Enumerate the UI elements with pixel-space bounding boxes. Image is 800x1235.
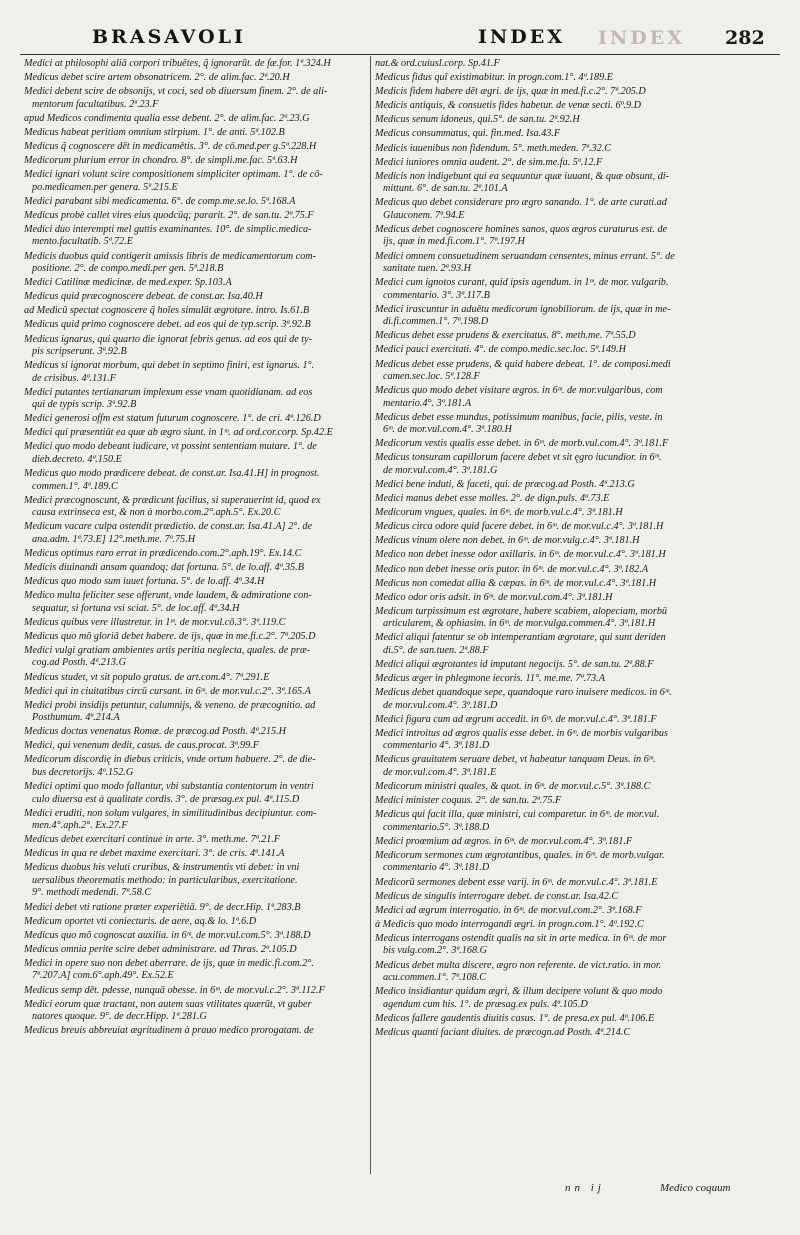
index-entry — [375, 412, 777, 439]
index-entry — [24, 862, 366, 901]
entry-line: Medicus tonsuram capillorum facere debet vt sit ęgro iucundior. in 6ᵐ. — [375, 452, 662, 464]
index-entry — [24, 617, 366, 631]
index-entry — [24, 495, 366, 522]
entry-line: Medici debent scire de obsonijs, vt coci, sed ob diuersum finem. 2°. de ali- — [24, 86, 328, 98]
entry-continuation: commentario. 3°. 3ª.117.B — [383, 289, 490, 301]
index-entry — [375, 304, 777, 331]
index-entry — [375, 1027, 777, 1041]
entry-line: Medicus debet scire artem obsonatricem. 2°. de alim.fac. 2ª.20.H — [24, 72, 290, 84]
index-entry — [24, 944, 366, 958]
catchword: Medico coquum — [660, 1182, 731, 1194]
entry-continuation: sequatur, si fortuna vsi sciat. 5°. de loc.aff. 4ª.34.H — [32, 602, 240, 614]
index-entry — [375, 521, 777, 535]
index-entry — [375, 986, 777, 1013]
entry-line: Medicus quo modo sum iuuet fortuna. 5°. de lo.aff. 4ª.34.H — [24, 576, 265, 588]
entry-line: Medici figura cum ad ægrum accedit. in 6ᵐ. de mor.vul.c.4°. 3ª.181.F — [375, 713, 657, 725]
entry-continuation: de crisibus. 4ª.131.F — [32, 372, 117, 384]
index-entry — [375, 850, 777, 877]
index-entry — [24, 848, 366, 862]
index-entry — [375, 549, 777, 563]
page-number: 282 — [725, 27, 765, 49]
index-entry — [375, 157, 777, 171]
header-rule — [20, 54, 780, 55]
entry-continuation: di.5°. de san.tuen. 2ª.88.F — [383, 644, 489, 656]
index-entry — [24, 169, 366, 196]
entry-line: Medicorum sermones cum ægrotantibus, quales. in 6ᵐ. de morb.vulgar. — [375, 849, 665, 861]
entry-line: Medicus si ignorat morbum, qui debet in septimo finiri, est ignarus. 1°. — [24, 360, 315, 372]
entry-line: Medici debet vti ratione præter experiētiā. 9°. de decr.Hip. 1ª.283.B — [24, 901, 301, 913]
index-entry — [375, 592, 777, 606]
entry-line: Medici vulgi gratiam ambientes artis peritia neglecta, quales. de præ- — [24, 644, 311, 656]
index-entry — [24, 58, 366, 72]
entry-line: Medicus omnia perite scire debet administrare. ad Thras. 2ª.105.D — [24, 943, 297, 955]
index-entry — [24, 985, 366, 999]
entry-line: Medicum turpissimum est ægrotare, habere scabiem, alopeciam, morbū — [375, 605, 668, 617]
entry-line: Medici in opere suo non debet aberrare. de ijs, quæ in medic.fi.com.2°. — [24, 957, 314, 969]
entry-continuation: bus decretorijs. 4ª.152.G — [32, 766, 134, 778]
index-entry — [375, 479, 777, 493]
entry-line: Medico insidiantur quidam ægri, & illum decipere volunt & quo modo — [375, 986, 663, 998]
index-entry — [375, 452, 777, 479]
entry-continuation: ana.adm. 1ª.73.E] 12°.meth.me. 7ª.75.H — [32, 533, 196, 545]
entry-line: Medicus circa odore quid facere debet. in 6ᵐ. de mor.vul.c.4°. 3ª.181.H — [375, 521, 664, 533]
entry-line: Medicos fallere gaudentis diuitis casus. 1°. de presa.ex pul. 4ª.106.E — [375, 1012, 655, 1024]
entry-line: Medicus debet multa discere, ægro non referente. de vict.ratio. in mor. — [375, 959, 662, 971]
entry-continuation: de mor.vul.com.4°. 3ª.181.E — [383, 766, 497, 778]
index-entry — [24, 305, 366, 319]
entry-line: Medici eruditi, non solum vulgares, in similitudinibus decipiuntur. com- — [24, 807, 317, 819]
index-entry — [24, 808, 366, 835]
index-column-left — [24, 58, 366, 1039]
entry-line: Medicus debet exercitari continue in arte. 3°. meth.me. 7ª.21.F — [24, 834, 281, 846]
entry-continuation: di.fi.commen.1°. 7ª.198.D — [383, 316, 489, 328]
index-entry — [375, 385, 777, 412]
index-entry — [24, 196, 366, 210]
entry-continuation: bis vulg.com.2°. 3ª.168.G — [383, 945, 487, 957]
index-entry — [375, 578, 777, 592]
index-entry — [24, 441, 366, 468]
index-entry — [375, 58, 777, 72]
index-entry — [24, 360, 366, 387]
index-entry — [24, 127, 366, 141]
entry-continuation: po.medicamen.per genera. 5ª.215.E — [32, 181, 178, 193]
index-entry — [24, 141, 366, 155]
entry-line: Medici parabant sibi medicamenta. 6°. de comp.me.se.lo. 5ª.168.A — [24, 195, 296, 207]
entry-line: Medicorum vngues, quales. in 6ᵐ. de morb.vul.c.4°. 3ª.181.H — [375, 507, 623, 519]
entry-line: Medico non debet inesse odor axillaris. in 6ᵐ. de mor.vul.c.4°. 3ª.181.H — [375, 549, 666, 561]
entry-line: Medicus quo mō gloriā debet habere. de ijs, quæ in me.fi.c.2°. 7ª.205.D — [24, 630, 316, 642]
entry-continuation: articularem, & ophiasim. in 6ᵐ. de mor.vulga.commen.4°. 3ª.181.H — [383, 618, 656, 630]
entry-line: Medicus debet esse prudens & exercitatus. 8°. meth.me. 7ª.55.D — [375, 330, 636, 342]
entry-line: Medicus quid præcognoscere debeat. de const.ar. Isa.40.H — [24, 291, 263, 303]
entry-continuation: mento.facultatib. 5ª.72.E — [32, 236, 133, 248]
index-entry — [375, 933, 777, 960]
entry-line: Medicus interrogans ostendit qualis na sit in arte medica. in 6ᵐ. de mor — [375, 932, 667, 944]
index-entry — [24, 902, 366, 916]
index-entry — [375, 1013, 777, 1027]
index-entry — [24, 86, 366, 113]
index-entry — [24, 224, 366, 251]
index-entry — [24, 916, 366, 930]
index-entry — [24, 548, 366, 562]
index-entry — [375, 535, 777, 549]
entry-line: Medicus breuis abbreuiat ægritudinem à prauo medico prorogatam. de — [24, 1025, 314, 1037]
entry-line: Medicus fidus quī existimabitur. in progn.com.1°. 4ª.189.E — [375, 72, 613, 84]
entry-line: Medicus qui facit illa, quæ ministri, cui comparetur. in 6ᵐ. de mor.vul. — [375, 809, 660, 821]
entry-continuation: commentario.5°. 3ª.188.D — [383, 821, 490, 833]
entry-line: Medici qui in ciuitatibus circū cursant. in 6ᵐ. de mor.vul.c.2°. 3ª.165.A — [24, 685, 311, 697]
index-entry — [24, 562, 366, 576]
entry-line: Medico multa feliciter sese offerunt, vnde laudem, & admiratione con- — [24, 590, 312, 602]
entry-line: Medicorum discordię in diebus criticis, vnde ortum habuere. 2°. de die- — [24, 754, 316, 766]
entry-continuation: culo diuersa est à qualitate cordis. 3°. de præsag.ex pul. 4ª.115.D — [32, 793, 300, 805]
index-entry — [375, 836, 777, 850]
entry-line: Medici Catilinæ medicinæ. de med.exper. Sp.103.A — [24, 277, 232, 289]
index-entry — [375, 197, 777, 224]
entry-continuation: mittunt. 6°. de san.tu. 2ª.101.A — [383, 183, 508, 195]
entry-line: Medicis iuuenibus non fidendum. 5°. meth.meden. 7ª.32.C — [375, 142, 612, 154]
signature-mark: nn ij — [565, 1182, 605, 1194]
index-entry — [375, 877, 777, 891]
entry-line: Medici cum ignotos curant, quid ipsis agendum. in 1ᵐ. de mor. vulgarib. — [375, 277, 669, 289]
index-entry — [375, 493, 777, 507]
index-entry — [375, 438, 777, 452]
entry-continuation: 9°. methodi medendi. 7ª.58.C — [32, 887, 152, 899]
entry-line: Medico non debet inesse oris putor. in 6ᵐ. de mor.vul.c.4°. 3ª.182.A — [375, 563, 649, 575]
index-entry — [24, 210, 366, 224]
index-entry — [24, 645, 366, 672]
index-entry — [24, 334, 366, 361]
index-entry — [375, 330, 777, 344]
index-entry — [24, 113, 366, 127]
entry-line: Medici aliqui ægrotantes id imputant negocijs. 5°. de san.tu. 2ª.88.F — [375, 659, 654, 670]
entry-continuation: 6ᵐ. de mor.vul.com.4°. 3ª.180.H — [383, 424, 512, 436]
index-entry — [375, 86, 777, 100]
entry-line: Medici irascuntur in aduētu medicorum ignobiliorum. de ijs, quæ in me- — [375, 303, 671, 315]
entry-line: Medici duo interempti mel guttis examinantes. 10°. de simplic.medica- — [24, 223, 312, 235]
entry-continuation: mentorum facultatibus. 2ª.23.F — [32, 98, 159, 110]
index-entry — [24, 781, 366, 808]
index-entry — [24, 468, 366, 495]
entry-continuation: 7ª.207.A] com.6°.aph.49°. Ex.52.E — [32, 970, 174, 982]
index-entry — [375, 507, 777, 521]
entry-continuation: natores quoque. 9°. de decr.Hipp. 1ª.281.G — [32, 1011, 207, 1023]
entry-line: apud Medicos condimenta qualia esse debent. 2°. de alim.fac. 2ª.23.G — [24, 112, 310, 124]
index-entry — [375, 251, 777, 278]
index-entry — [24, 277, 366, 291]
show-through-heading: INDEX — [598, 27, 685, 49]
entry-line: Medici optimi quo modo fallantur, vbi substantia contentorum in ventri — [24, 781, 314, 793]
running-head-section: INDEX — [478, 26, 565, 48]
entry-continuation: pis scripserunt. 3ª.92.B — [32, 346, 127, 357]
entry-line: Medicus consummatus, qui. fin.med. Isa.43.F — [375, 128, 561, 140]
entry-line: Medicis duobus quid contigerit amissis libris de medicamentorum com- — [24, 250, 317, 262]
index-entry — [375, 359, 777, 386]
index-entry — [24, 834, 366, 848]
entry-line: Medicus debet esse mundus, potissimum manibus, facie, pilis, veste. in — [375, 411, 663, 423]
entry-line: Medicus vinum olere non debet. in 6ᵐ. de mor.vulg.c.4°. 3ª.181.H — [375, 535, 640, 547]
entry-continuation: dieb.decreto. 4ª.150.E — [32, 453, 122, 465]
entry-continuation: Glauconem. 7ª.94.E — [383, 209, 465, 221]
entry-continuation: Posthumum. 4ª.214.A — [32, 712, 120, 724]
entry-line: Medicus debet quandoque sepe, quandoque raro inuisere medicos. in 6ᵐ. — [375, 687, 672, 699]
entry-line: Medicum oportet vti coniecturis. de aere, aq.& lo. 1ª.6.D — [24, 915, 257, 927]
index-entry — [375, 344, 777, 358]
entry-line: Medicus debet cognoscere homines sanos, quos ægros curaturus est. de — [375, 223, 668, 235]
index-entry — [24, 72, 366, 86]
index-entry — [375, 659, 777, 673]
index-entry — [24, 631, 366, 645]
entry-line: ad Medicū spectat cognoscere q̃ hoīes simulāt ægrotare. intro. Is.61.B — [24, 305, 310, 317]
entry-line: Medicus quid primo cognoscere debet. ad eos qui de typ.scrip. 3ª.92.B — [24, 319, 311, 331]
entry-line: Medicus ignarus, qui quarto die ignorat febris genus. ad eos qui de ty- — [24, 333, 313, 345]
entry-line: Medici quo modo debeant iudicare, vt possint sententiam mutare. 1°. de — [24, 441, 317, 453]
entry-line: Medicorum vestis qualis esse debet. in 6ᵐ. de morb.vul.com.4°. 3ª.181.F — [375, 438, 669, 450]
index-entry — [375, 673, 777, 687]
column-divider — [370, 56, 371, 1174]
index-entry — [375, 114, 777, 128]
entry-line: Medici aliqui fatentur se ob intemperantiam ægrotare, qui sunt deriden — [375, 632, 666, 644]
entry-line: Medicus doctus venenatus Romæ. de præcog.ad Posth. 4ª.215.H — [24, 726, 286, 738]
entry-line: Medici proœmium ad ægros. in 6ᵐ. de mor.vul.com.4°. 3ª.181.F — [375, 835, 633, 847]
index-entry — [375, 728, 777, 755]
index-entry — [375, 714, 777, 728]
index-entry — [375, 687, 777, 714]
entry-line: Medicus habeat peritiam omnium stirpium. 1°. de anti. 5ª.102.B — [24, 126, 285, 138]
entry-continuation: commentario 4°. 3ª.181.D — [383, 862, 490, 874]
entry-line: Medici qui præsentiūt ea quæ ab ægro siunt. in 1ᵐ. ad ord.cor.corp. Sp.42.E — [24, 427, 333, 439]
index-entry — [375, 143, 777, 157]
entry-line: Medicus quibus vere illustretur. in 1ᵐ. de mor.vul.cō.3°. 3ª.119.C — [24, 616, 286, 628]
entry-continuation: cog.ad Posth. 4ª.213.G — [32, 657, 126, 669]
index-entry — [24, 958, 366, 985]
index-entry — [24, 740, 366, 754]
entry-line: Medicis antiquis, & consuetis fides habetur. de venæ secti. 6ª.9.D — [375, 100, 641, 112]
index-entry — [375, 632, 777, 659]
index-entry — [24, 590, 366, 617]
entry-line: à Medicis quo modo interrogandi ægri. in progn.com.1°. 4ª.192.C — [375, 918, 644, 930]
entry-continuation: causa extrinseca est, & non à morbo.com.2°.aph.5°. Ex.20.C — [32, 507, 281, 519]
entry-line: Medicus in qua re debet maxime exercitari. 3°. de cris. 4ª.141.A — [24, 848, 285, 860]
entry-continuation: mentario.4°. 3ª.181.A — [383, 397, 472, 409]
index-entry — [375, 72, 777, 86]
index-entry — [24, 1025, 366, 1039]
index-entry — [375, 606, 777, 633]
entry-continuation: ijs, quæ in med.fi.com.1°. 7ª.197.H — [383, 236, 525, 248]
entry-line: Medicis diuinandi ansam quandoq; dat fortuna. 5°. de lo.aff. 4ª.35.B — [24, 561, 304, 573]
entry-line: Medicus duobus his veluti cruribus, & instrumentis vti debet: in vni — [24, 862, 300, 874]
entry-line: Medicus senum idoneus, qui.5°. de san.tu. 2ª.92.H — [375, 114, 580, 126]
entry-continuation: camen.sec.loc. 5ª.128.F — [383, 371, 480, 382]
index-entry — [375, 795, 777, 809]
index-entry — [24, 754, 366, 781]
index-entry — [375, 754, 777, 781]
entry-line: Medici iuniores omnia audent. 2°. de sim.me.fa. 5ª.12.F — [375, 156, 603, 168]
entry-continuation: de mor.vul.com.4°. 3ª.181.D — [383, 699, 498, 711]
entry-continuation: positione. 2°. de compo.medi.per gen. 5ª.218.B — [32, 263, 224, 275]
entry-continuation: men.4°.aph.2°. Ex.27.F — [32, 820, 128, 832]
entry-line: Medici introitus ad ægros qualis esse debet. in 6ᵐ. de morbis vulgaribus — [375, 727, 668, 739]
index-entry — [24, 155, 366, 169]
entry-line: Medicus de singulis interrogare debet. de const.ar. Isa.42.C — [375, 890, 619, 902]
index-entry — [375, 100, 777, 114]
entry-line: Medicus studet, vt sit populo gratus. de art.com.4°. 7ª.291.E — [24, 671, 270, 683]
index-entry — [375, 891, 777, 905]
entry-line: Medici eorum quæ tractant, non autem suas vtilitates quærūt, vt guber — [24, 998, 312, 1010]
index-entry — [24, 930, 366, 944]
entry-line: Medici, qui venenum dedit, casus. de caus.procat. 3ª.99.F — [24, 740, 259, 752]
index-entry — [24, 319, 366, 333]
index-entry — [24, 576, 366, 590]
entry-line: Medici ignari volunt scire compositionem simpliciter optimam. 1°. de cō- — [24, 169, 323, 181]
index-entry — [375, 277, 777, 304]
entry-continuation: sanitate tuen. 2ª.93.H — [383, 263, 471, 275]
entry-line: Medici bene induti, & faceti, qui. de præcog.ad Posth. 4ª.213.G — [375, 478, 635, 490]
index-entry — [375, 224, 777, 251]
index-entry — [24, 413, 366, 427]
entry-line: Medicus quanti faciant diuites. de præcogn.ad Posth. 4ª.214.C — [375, 1026, 631, 1038]
index-entry — [375, 564, 777, 578]
entry-line: Medicus debet esse prudens, & quid habere debeat. 1°. de composi.medi — [375, 358, 671, 370]
entry-continuation: acu.commen.1°. 7ª.108.C — [383, 972, 487, 983]
entry-line: Medicum vacare culpa ostendit prædictio. de const.ar. Isa.41.A] 2°. de — [24, 521, 313, 533]
index-entry — [375, 960, 777, 987]
index-entry — [375, 919, 777, 933]
entry-continuation: uersalibus theorematis methodo: in particularibus, exercitatione. — [32, 874, 298, 886]
entry-line: Medici generosi offm est statum futurum cognoscere. 1°. de cri. 4ª.126.D — [24, 413, 321, 425]
entry-continuation: qui de typis scrip. 3ª.92.B — [32, 399, 137, 411]
entry-line: Medici præcognoscunt, & prædicunt facilius, si superauerint id, quod ex — [24, 494, 321, 506]
index-entry — [24, 387, 366, 414]
entry-line: Medici at philosophi aliā corpori tribuētes, q̃ ignorarūt. de fæ.for. 1ª.324.H — [24, 58, 331, 69]
entry-line: Medici probi insidijs petuntur, calumnijs, & veneno. de præcognitio. ad — [24, 699, 316, 711]
index-column-right — [375, 58, 777, 1041]
entry-line: Medicorum plurium error in chondro. 8°. de simpli.me.fac. 5ª.63.H — [24, 155, 298, 167]
index-entry — [375, 905, 777, 919]
entry-line: Medicus quo debet considerare pro ægro sanando. 1°. de arte curati.ad — [375, 197, 667, 209]
entry-line: Medici minister coquus. 2°. de san.tu. 2ª.75.F — [375, 795, 562, 807]
index-entry — [375, 781, 777, 795]
entry-line: Medicus optimus raro errat in prædicendo.com.2°.aph.19°. Ex.14.C — [24, 547, 302, 559]
entry-line: Medicus grauitatem seruare debet, vt habeatur tanquam Deus. in 6ᵐ. — [375, 754, 656, 766]
index-entry — [375, 128, 777, 142]
entry-line: nat.& ord.cuiusl.corp. Sp.41.F — [375, 58, 500, 69]
entry-line: Medicus semp dēt. pdesse, nunquā obesse. in 6ᵐ. de mor.vul.c.2°. 3ª.112.F — [24, 984, 325, 996]
entry-line: Medicorū sermones debent esse varij. in 6ᵐ. de mor.vul.c.4°. 3ª.181.E — [375, 876, 658, 888]
entry-continuation: de mor.vul.com.4°. 3ª.181.G — [383, 464, 498, 476]
index-entry — [375, 809, 777, 836]
index-entry — [24, 672, 366, 686]
entry-line: Medico odor oris adsit. in 6ᵐ. de mor.vul.com.4°. 3ª.181.H — [375, 591, 613, 603]
entry-line: Medicus quo modo prædicere debeat. de const.ar. Isa.41.H] in prognost. — [24, 468, 320, 480]
entry-line: Medici pauci exercitati. 4°. de compo.medic.sec.loc. 5ª.149.H — [375, 344, 626, 356]
entry-line: Medici omnem consuetudinem seruandam censentes, minus errant. 5°. de — [375, 250, 675, 262]
index-entry — [375, 171, 777, 198]
index-entry — [24, 700, 366, 727]
entry-continuation: commentario 4°. 3ª.181.D — [383, 740, 490, 752]
entry-line: Medicus non comedat allia & cæpas. in 6ᵐ. de mor.vul.c.4°. 3ª.181.H — [375, 577, 657, 589]
entry-line: Medicus quo mō cognoscat auxilia. in 6ᵐ. de mor.vul.com.5°. 3ª.188.D — [24, 929, 311, 941]
entry-line: Medicorum ministri quales, & quot. in 6ᵐ. de mor.vul.c.5°. 3ª.188.C — [375, 781, 651, 793]
index-entry — [24, 726, 366, 740]
index-entry — [24, 999, 366, 1026]
index-entry — [24, 427, 366, 441]
entry-continuation: commen.1°. 4ª.189.C — [32, 480, 118, 492]
entry-line: Medicus probè callet vires eius quodcūq; pararit. 2°. de san.tu. 2ª.75.F — [24, 209, 314, 221]
entry-line: Medici manus debet esse molles. 2°. de dign.puls. 4ª.73.E — [375, 493, 610, 505]
index-entry — [24, 251, 366, 278]
entry-continuation: agendum cum his. 1°. de præsag.ex puls. 4ª.105.D — [383, 998, 588, 1010]
index-entry — [24, 521, 366, 548]
entry-line: Medicus q̃ cognoscere dēt in medicamētis. 3°. de cō.med.per g.5ª.228.H — [24, 140, 317, 152]
entry-line: Medicis non indigebunt qui ea sequuntur quæ iuuant, & quæ obsunt, di- — [375, 170, 670, 182]
entry-line: Medici putantes tertianarum implexum esse vnam quotidianam. ad eos — [24, 386, 313, 398]
index-entry — [24, 291, 366, 305]
entry-line: Medici ad ægrum interrogatio. in 6ᵐ. de mor.vul.com.2°. 3ª.168.F — [375, 904, 642, 916]
index-entry — [24, 686, 366, 700]
entry-line: Medicus quo modo debet visitare ægros. in 6ᵐ. de mor.vulgaribus, com — [375, 385, 663, 397]
running-head-author: BRASAVOLI — [92, 26, 246, 48]
entry-line: Medicus æger in phlegmone iecoris. 11°. me.me. 7ª.73.A — [375, 673, 605, 685]
entry-line: Medicis fidem habere dēt ægri. de ijs, quæ in med.fi.c.2°. 7ª.205.D — [375, 86, 646, 98]
